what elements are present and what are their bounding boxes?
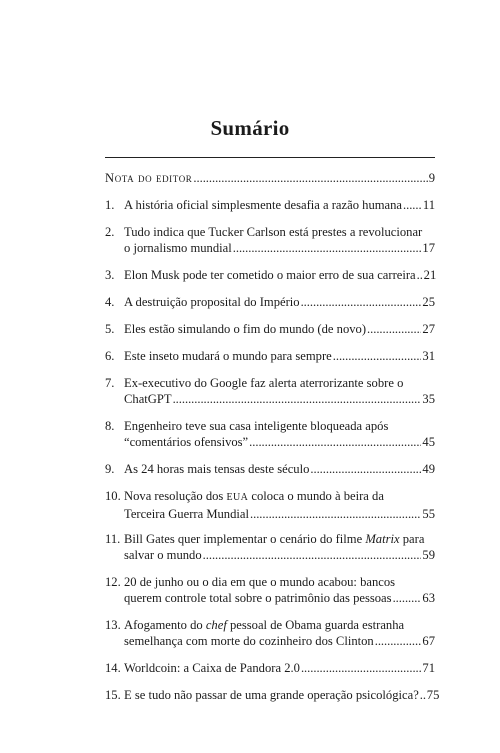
toc-entry-title-cont: salvar o mundo	[124, 548, 202, 562]
title-part: Nova resolução dos	[124, 489, 227, 503]
toc-entry-13[interactable]	[105, 617, 435, 649]
toc-entry-title: Worldcoin: a Caixa de Pandora 2.0	[124, 661, 300, 675]
toc-entry-title: 20 de junho ou o dia em que o mundo acabou: bancos	[124, 575, 396, 589]
toc-entry-7[interactable]	[105, 375, 435, 407]
toc-entry-title: Tudo indica que Tucker Carlson está prestes a revolucionar	[124, 225, 423, 239]
toc-entry-title-cont: o jornalismo mundial	[124, 241, 232, 255]
toc-entry-title: A destruição proposital do Império	[124, 295, 300, 309]
toc-entry-title-cont: Terceira Guerra Mundial	[124, 507, 249, 521]
toc-entry-6[interactable]	[105, 348, 435, 364]
toc-entry-title: Engenheiro teve sua casa inteligente bloqueada após	[124, 419, 389, 433]
toc-entry-page: 27	[422, 322, 435, 336]
toc-entry-title: Nota do editor	[105, 171, 193, 185]
toc-entry-number: 13.	[105, 618, 121, 632]
toc-entry-number: 4.	[105, 295, 115, 309]
toc-entry-number: 6.	[105, 349, 115, 363]
title-italic: Matrix	[365, 532, 400, 546]
toc-entry-11[interactable]	[105, 531, 435, 563]
toc-entry-title: A história oficial simplesmente desafia a razão humana	[124, 198, 403, 212]
toc-entry-title-cont: ChatGPT	[124, 392, 172, 406]
toc-entry-title-cont: “comentários ofensivos”	[124, 435, 249, 449]
title-part: Bill Gates quer implementar o cenário do filme	[124, 532, 366, 546]
toc-entry-15[interactable]	[105, 687, 440, 703]
dot-leader	[393, 590, 422, 606]
dot-leader	[420, 687, 426, 703]
toc-entry-number: 15.	[105, 688, 121, 702]
toc-entry-page: 71	[422, 661, 435, 675]
toc-entry-title	[124, 617, 404, 633]
toc-entry-9[interactable]	[105, 461, 435, 477]
toc-entry-number: 9.	[105, 462, 115, 476]
dot-leader	[233, 240, 422, 256]
toc-entry-number: 3.	[105, 268, 115, 282]
toc-entry-page: 9	[428, 171, 435, 185]
dot-leader	[310, 461, 421, 477]
title-italic: chef	[205, 618, 227, 632]
toc-entry-number: 2.	[105, 225, 115, 239]
acronym-eua: EUA	[226, 492, 249, 503]
dot-leader	[173, 391, 422, 407]
dot-leader	[375, 633, 422, 649]
toc-entry-page: 25	[422, 295, 435, 309]
toc-entry-page: 35	[422, 392, 435, 406]
toc-entry-page: 17	[422, 241, 435, 255]
toc-entry-title	[124, 488, 384, 506]
dot-leader	[333, 348, 422, 364]
dot-leader	[403, 197, 422, 213]
dot-leader	[301, 660, 421, 676]
title-part: Afogamento do	[124, 618, 206, 632]
toc-entry-number: 10.	[105, 489, 121, 503]
toc-entry-page: 31	[422, 349, 435, 363]
toc-entry-number: 1.	[105, 198, 115, 212]
toc-entry-number: 7.	[105, 376, 115, 390]
dot-leader	[249, 434, 421, 450]
toc-entry-page: 75	[426, 688, 440, 702]
toc-entry-page: 11	[422, 198, 435, 212]
toc-entry-3[interactable]	[105, 267, 435, 283]
toc-entry-1[interactable]	[105, 197, 435, 213]
toc-entry-title: E se tudo não passar de uma grande operação psicológica?	[124, 688, 419, 702]
page-title: Sumário	[210, 116, 290, 140]
toc-entry-title: Elon Musk pode ter cometido o maior erro de sua carreira	[124, 268, 416, 282]
toc-entry-title-cont: semelhança com morte do cozinheiro dos Clinton	[124, 634, 374, 648]
dot-leader	[250, 506, 421, 522]
dot-leader	[203, 547, 422, 563]
toc-entry-page: 55	[422, 507, 435, 521]
dot-leader	[417, 267, 423, 283]
toc-entry-title: As 24 horas mais tensas deste século	[124, 462, 310, 476]
toc-entry-title: Eles estão simulando o fim do mundo (de novo)	[124, 322, 367, 336]
toc-entry-number: 5.	[105, 322, 115, 336]
toc-entry-14[interactable]	[105, 660, 435, 676]
dot-leader	[193, 170, 427, 186]
title-part: para	[399, 532, 425, 546]
dot-leader	[301, 294, 422, 310]
toc-entry-page: 49	[422, 462, 435, 476]
toc-entry-10[interactable]	[105, 488, 435, 522]
toc-entry-page: 67	[422, 634, 435, 648]
toc-entry-title	[124, 531, 424, 547]
toc-entry-number: 11.	[105, 532, 121, 546]
toc-entry-title: Este inseto mudará o mundo para sempre	[124, 349, 332, 363]
toc-entry-number: 8.	[105, 419, 115, 433]
toc-entry-page: 63	[422, 591, 435, 605]
toc-entry-number: 12.	[105, 575, 121, 589]
toc-entry-12[interactable]	[105, 574, 435, 606]
dot-leader	[367, 321, 421, 337]
toc-entry-page: 45	[422, 435, 435, 449]
toc-entry-4[interactable]	[105, 294, 435, 310]
toc-entry-editor-note[interactable]	[105, 170, 435, 186]
toc-entry-number: 14.	[105, 661, 121, 675]
title-divider	[105, 157, 435, 158]
toc-entry-5[interactable]	[105, 321, 435, 337]
toc-entry-page: 21	[423, 268, 437, 282]
title-part: pessoal de Obama guarda estranha	[226, 618, 405, 632]
title-part: coloca o mundo à beira da	[248, 489, 384, 503]
toc-entry-8[interactable]	[105, 418, 435, 450]
toc-entry-title-cont: querem controle total sobre o patrimônio das pessoas	[124, 591, 392, 605]
toc-entry-page: 59	[422, 548, 435, 562]
toc-entry-2[interactable]	[105, 224, 435, 256]
toc-entry-title: Ex-executivo do Google faz alerta aterrorizante sobre o	[124, 376, 404, 390]
